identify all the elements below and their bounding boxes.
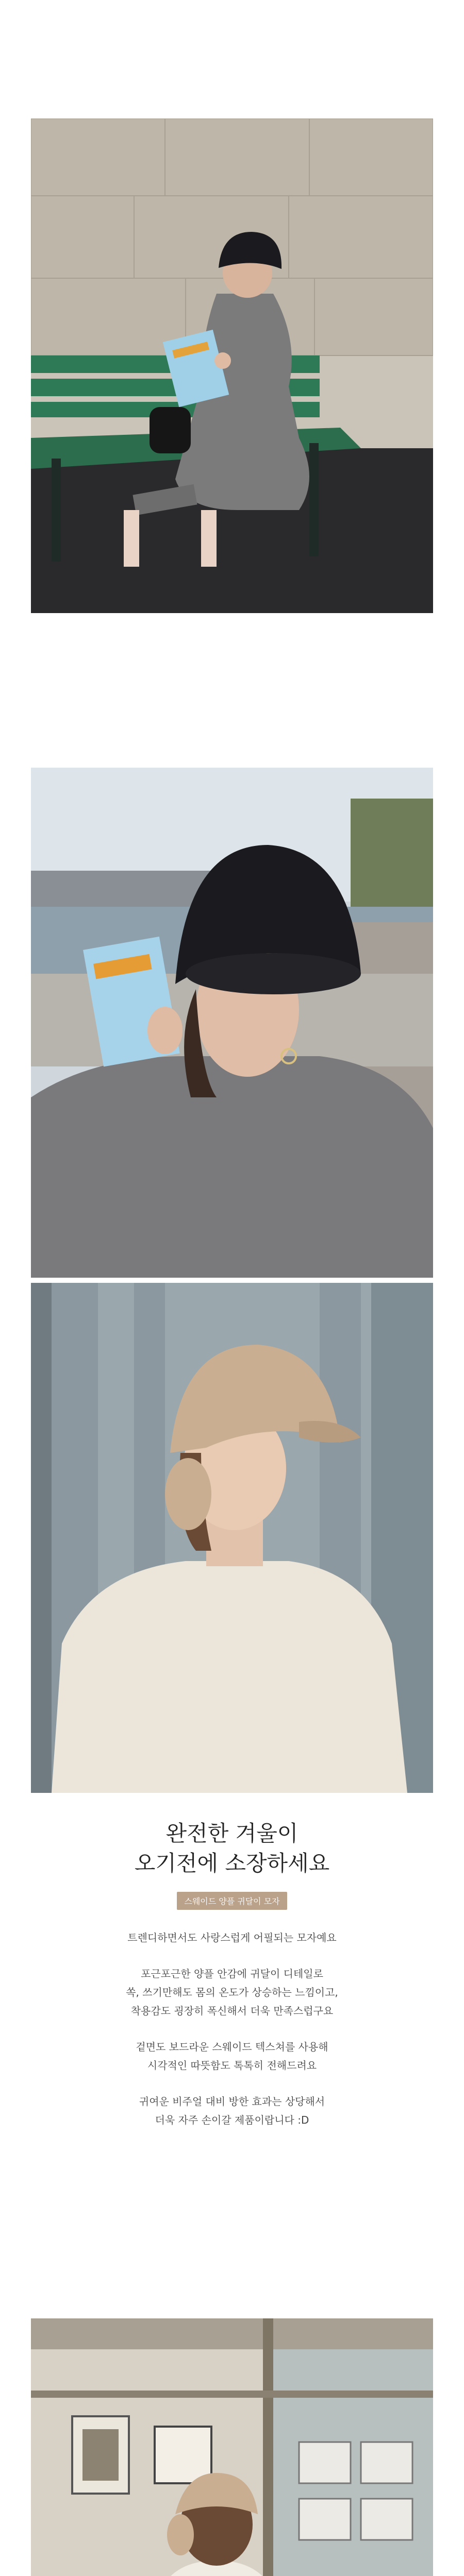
headline-line-2: 오기전에 소장하세요 (134, 1851, 330, 1876)
description-paragraph-1 (0, 1928, 464, 1947)
description-line: 겉면도 보드라운 스웨이드 텍스쳐를 사용해 (136, 2041, 328, 2053)
headline (0, 1819, 464, 1878)
photo-riverside-black-hat (31, 768, 433, 1278)
headline-line-1: 완전한 겨울이 (165, 1821, 299, 1846)
photo-bench-reading (31, 118, 433, 613)
description-line: 착용감도 굉장히 폭신해서 더욱 만족스럽구요 (130, 2005, 334, 2017)
description-line: 귀여운 비주얼 대비 방한 효과는 상당해서 (139, 2095, 325, 2108)
description-line: 쏙, 쓰기만해도 몸의 온도가 상승하는 느낌이고, (126, 1986, 338, 1998)
description-paragraph-3 (0, 2038, 464, 2075)
promo-copy-section (0, 1819, 464, 2129)
photo-shop-window (31, 2318, 433, 2576)
product-name-badge: 스웨이드 양플 귀달이 모자 (177, 1892, 287, 1910)
description-paragraph-4 (0, 2092, 464, 2129)
description-line: 포근포근한 양플 안감에 귀달이 디테일로 (141, 1968, 323, 1980)
description-line: 트렌디하면서도 사랑스럽게 어필되는 모자예요 (127, 1931, 337, 1944)
description-paragraph-2 (0, 1964, 464, 2020)
photo-beige-hat-wall (31, 1283, 433, 1793)
description-line: 더욱 자주 손이갈 제품이랍니다 :D (155, 2114, 309, 2126)
description-line: 시각적인 따뜻함도 톡톡히 전해드려요 (147, 2059, 317, 2072)
